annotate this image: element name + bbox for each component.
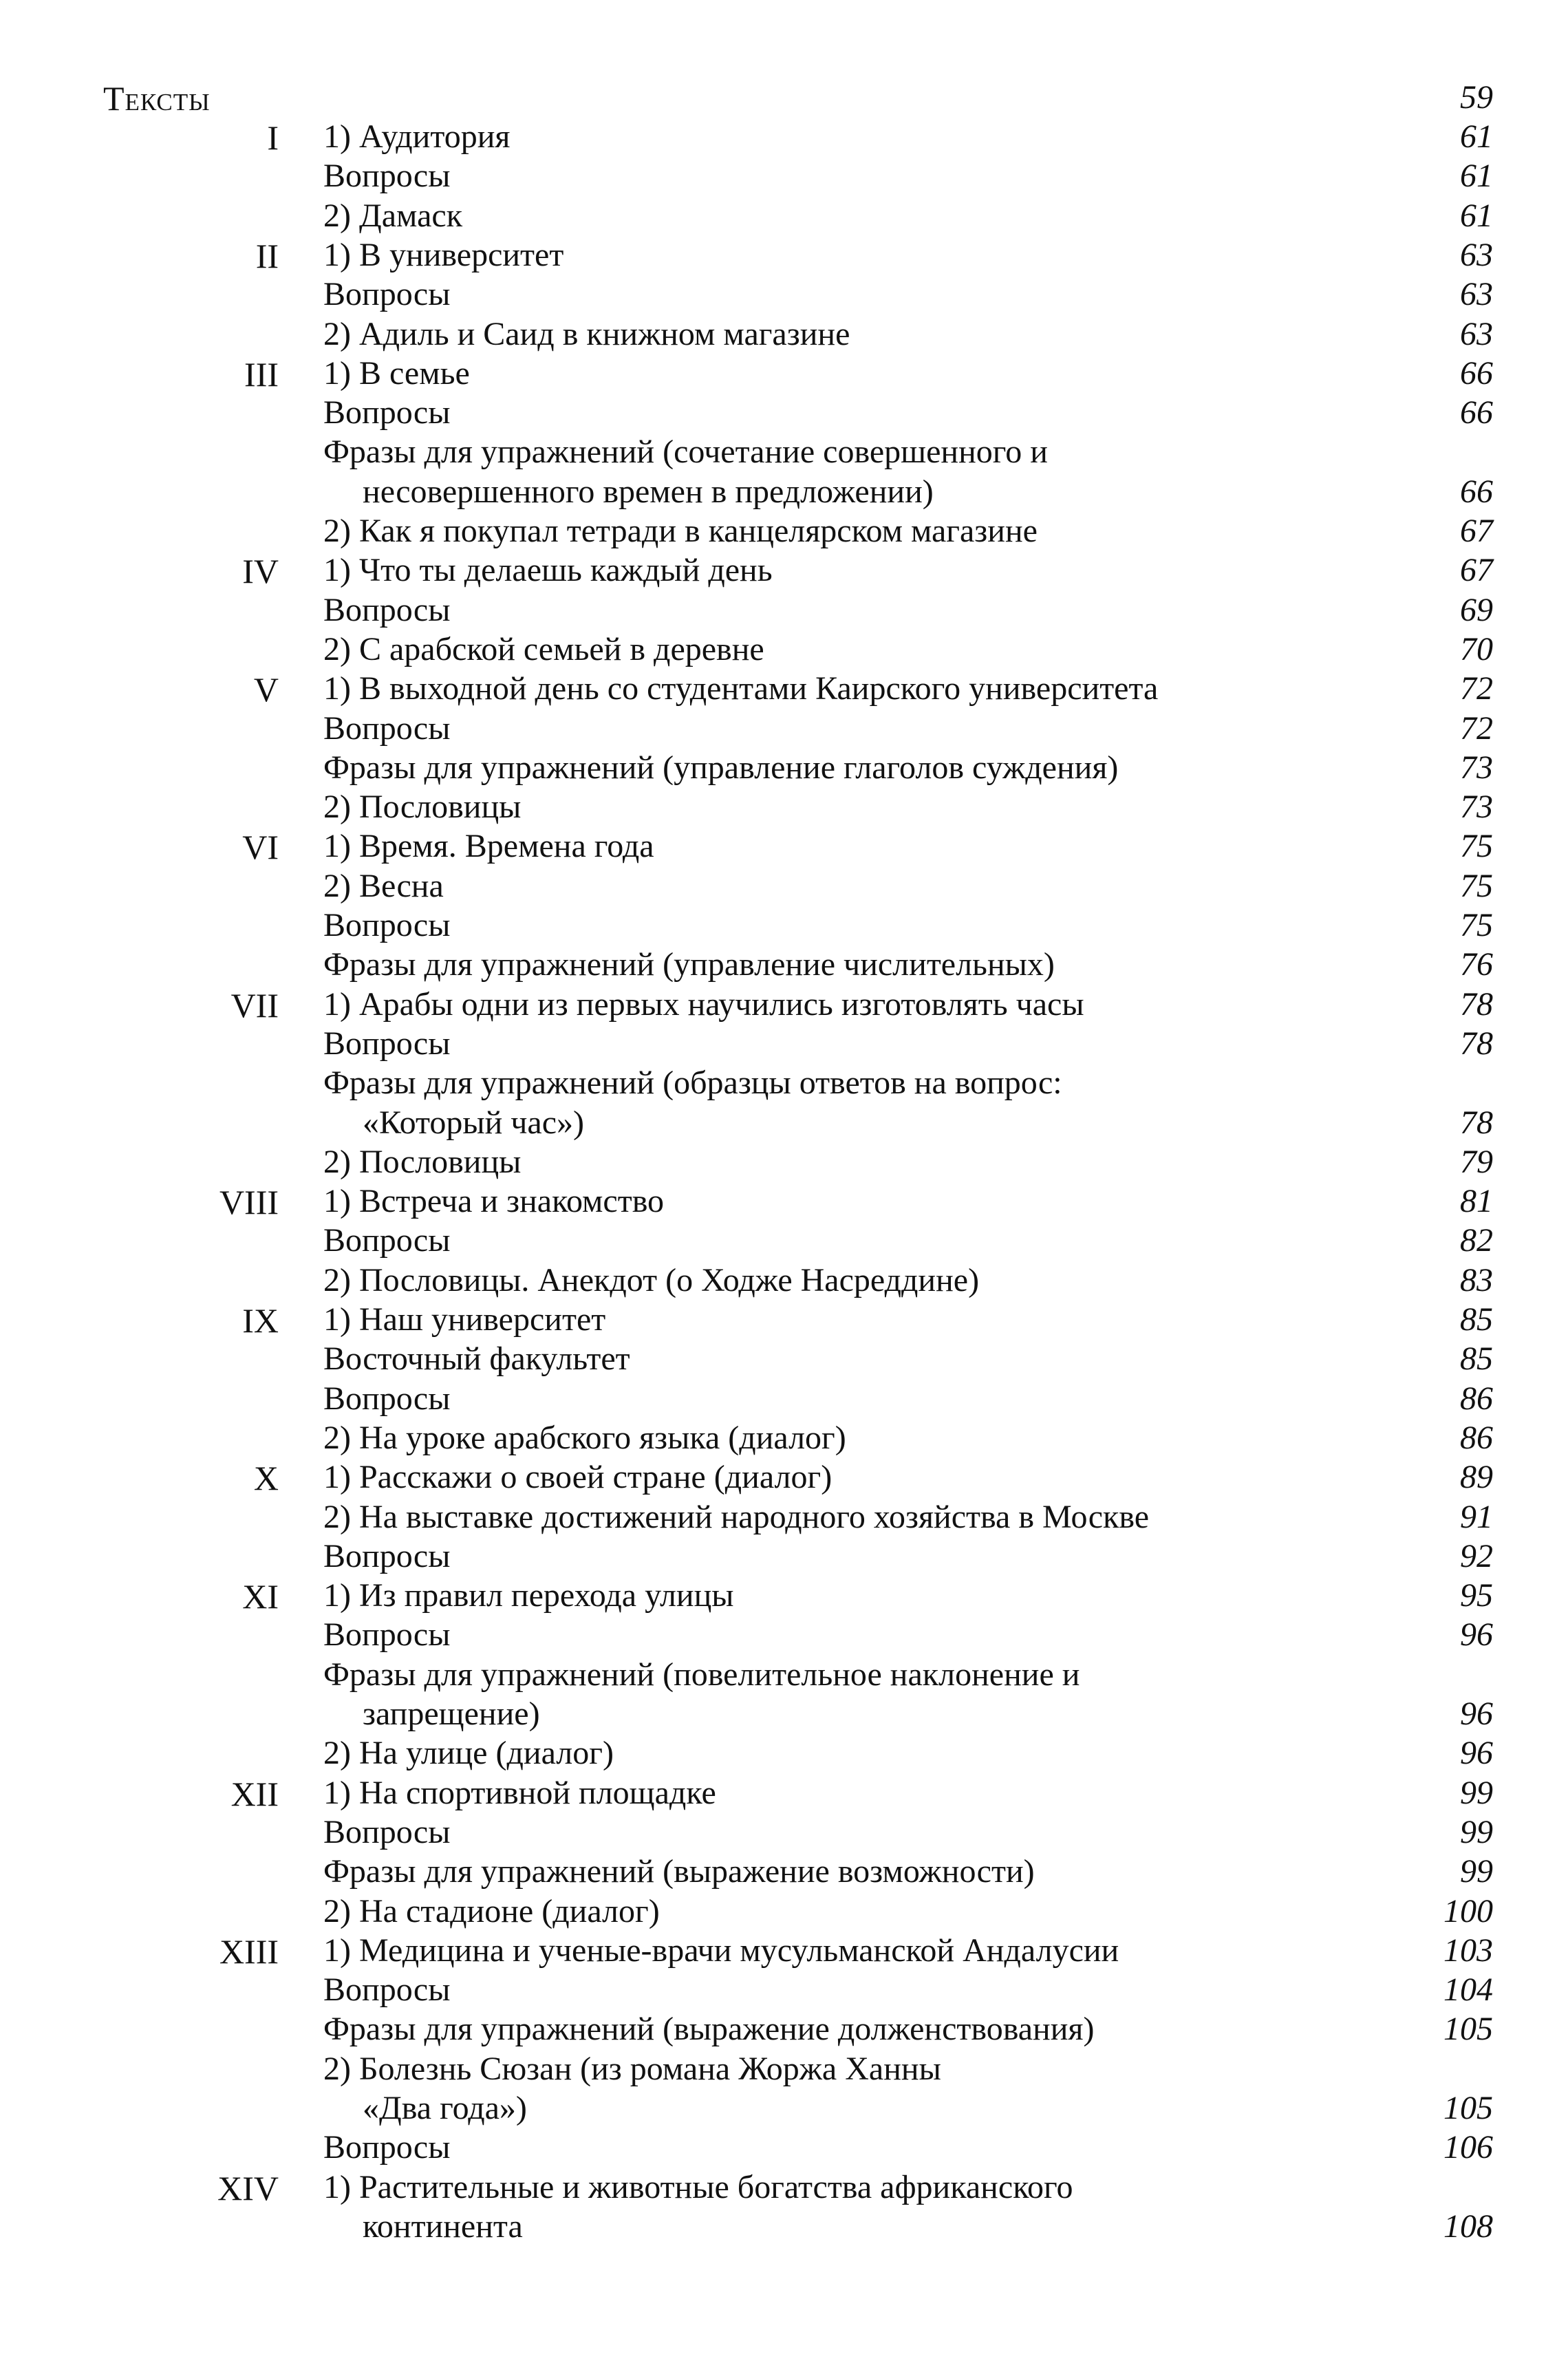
toc-entry-page: 69 (1460, 592, 1493, 628)
toc-entry-page: 70 (1460, 631, 1493, 667)
toc-entry-title: Вопросы (323, 907, 451, 943)
toc-entry-page: 63 (1460, 237, 1493, 273)
toc-entry-title: 2) Пословицы. Анекдот (о Ходже Насреддине) (323, 1262, 980, 1298)
toc-section-number: II (255, 237, 279, 275)
toc-section-number: IX (242, 1301, 279, 1340)
toc-entry-page: 78 (1460, 1104, 1493, 1141)
toc-entry-title: 2) Пословицы (323, 789, 522, 825)
toc-entry-title: Фразы для упражнений (образцы ответов на вопрос: (323, 1065, 1062, 1101)
toc-entry-page: 99 (1460, 1775, 1493, 1811)
toc-entry-page: 67 (1460, 552, 1493, 588)
toc-entry-page: 78 (1460, 1025, 1493, 1062)
toc-entry-title: Фразы для упражнений (сочетание совершенного и (323, 434, 1048, 470)
toc-entry-page: 91 (1460, 1499, 1493, 1535)
toc-entry-page: 106 (1443, 2129, 1493, 2166)
toc-entry-title: несовершенного времен в предложении) (363, 473, 934, 510)
toc-entry-page: 75 (1460, 868, 1493, 904)
toc-entry-page: 92 (1460, 1538, 1493, 1574)
toc-entry-title: Вопросы (323, 1814, 451, 1850)
toc-entry-title: Фразы для упражнений (выражение долженствования) (323, 2011, 1095, 2047)
toc-entry-page: 85 (1460, 1301, 1493, 1338)
toc-section-number: XII (230, 1775, 279, 1813)
toc-entry-page: 103 (1443, 1932, 1493, 1969)
toc-entry-title: Вопросы (323, 1025, 451, 1062)
toc-entry-page: 96 (1460, 1616, 1493, 1653)
toc-entry-title: 1) Растительные и животные богатства африканского (323, 2169, 1073, 2205)
toc-entry-page: 89 (1460, 1459, 1493, 1495)
toc-entry-page: 76 (1460, 946, 1493, 983)
toc-entry-title: «Два года») (363, 2090, 527, 2126)
toc-entry-page: 63 (1460, 276, 1493, 312)
toc-entry-title: Вопросы (323, 710, 451, 747)
toc-entry-page: 99 (1460, 1853, 1493, 1890)
toc-entry-title: 1) Медицина и ученые-врачи мусульманской Андалусии (323, 1932, 1119, 1969)
toc-entry-page: 108 (1443, 2208, 1493, 2245)
toc-entry-title: 2) Дамаск (323, 197, 463, 234)
toc-entry-title: 2) Болезнь Сюзан (из романа Жоржа Ханны (323, 2051, 941, 2087)
toc-entry-page: 73 (1460, 749, 1493, 786)
toc-entry-title: 2) Пословицы (323, 1144, 522, 1180)
toc-entry-page: 82 (1460, 1222, 1493, 1259)
toc-entry-title: Восточный факультет (323, 1340, 630, 1377)
toc-entry-page: 95 (1460, 1577, 1493, 1614)
toc-section-number: X (253, 1459, 279, 1497)
toc-entry-page: 99 (1460, 1814, 1493, 1850)
toc-entry-title: Вопросы (323, 1971, 451, 2008)
toc-section-number: XIV (217, 2169, 279, 2207)
toc-entry-title: 2) На стадионе (диалог) (323, 1893, 660, 1929)
toc-entry-page: 105 (1443, 2090, 1493, 2126)
toc-entry-title: 2) С арабской семьей в деревне (323, 631, 764, 667)
toc-entry-title: Фразы для упражнений (управление числительных) (323, 946, 1055, 983)
toc-entry-page: 96 (1460, 1735, 1493, 1771)
toc-entry-title: Вопросы (323, 2129, 451, 2166)
toc-entry-page: 61 (1460, 118, 1493, 155)
toc-entry-page: 67 (1460, 513, 1493, 549)
toc-entry-page: 105 (1443, 2011, 1493, 2047)
toc-entry-title: Вопросы (323, 276, 451, 312)
toc-entry-title: 2) На уроке арабского языка (диалог) (323, 1420, 846, 1456)
toc-entry-page: 72 (1460, 670, 1493, 707)
toc-entry-page: 86 (1460, 1420, 1493, 1456)
toc-entry-title: 2) На выставке достижений народного хозяйства в Москве (323, 1499, 1149, 1535)
toc-entry-page: 61 (1460, 197, 1493, 234)
toc-entry-page: 81 (1460, 1183, 1493, 1219)
toc-entry-title: Вопросы (323, 1380, 451, 1417)
toc-section-number: VIII (219, 1183, 279, 1221)
toc-entry-title: 1) На спортивной площадке (323, 1775, 716, 1811)
toc-entry-title: 1) Расскажи о своей стране (диалог) (323, 1459, 833, 1495)
toc-entry-title: 2) На улице (диалог) (323, 1735, 614, 1771)
toc-section-number: VI (242, 828, 279, 866)
toc-entry-page: 75 (1460, 907, 1493, 943)
toc-entry-page: 78 (1460, 986, 1493, 1023)
toc-entry-title: 1) Время. Времена года (323, 828, 654, 864)
toc-entry-page: 104 (1443, 1971, 1493, 2008)
toc-entry-title: Вопросы (323, 158, 451, 194)
toc-section-number: I (267, 118, 279, 157)
toc-entry-title: 1) Встреча и знакомство (323, 1183, 665, 1219)
toc-entry-title: «Который час») (363, 1104, 585, 1141)
toc-section-number: V (253, 670, 279, 709)
toc-entry-title: Вопросы (323, 592, 451, 628)
toc-entry-title: 1) В выходной день со студентами Каирского университета (323, 670, 1159, 707)
toc-section-number: XI (242, 1577, 279, 1616)
toc-entry-page: 75 (1460, 828, 1493, 864)
toc-entry-title: 1) Арабы одни из первых научились изготовлять часы (323, 986, 1084, 1023)
toc-entry-title: 2) Как я покупал тетради в канцелярском магазине (323, 513, 1038, 549)
toc-entry-page: 100 (1443, 1893, 1493, 1929)
toc-entry-page: 61 (1460, 158, 1493, 194)
toc-entry-title: 1) В университет (323, 237, 564, 273)
toc-section-number: VII (230, 986, 279, 1025)
toc-entry-page: 66 (1460, 473, 1493, 510)
toc-section-number: IV (242, 552, 279, 590)
toc-entry-page: 83 (1460, 1262, 1493, 1298)
toc-entry-title: Фразы для упражнений (управление глаголов суждения) (323, 749, 1119, 786)
toc-entry-title: запрещение) (363, 1696, 540, 1732)
toc-entry-title: Вопросы (323, 1538, 451, 1574)
toc-heading-page: 59 (1460, 79, 1493, 116)
toc-section-number: XIII (219, 1932, 279, 1971)
toc-entry-page: 73 (1460, 789, 1493, 825)
toc-entry-page: 72 (1460, 710, 1493, 747)
toc-entry-page: 79 (1460, 1144, 1493, 1180)
toc-entry-title: 1) Аудитория (323, 118, 511, 155)
toc-entry-title: 2) Адиль и Саид в книжном магазине (323, 316, 850, 352)
toc-entry-title: Фразы для упражнений (выражение возможности) (323, 1853, 1035, 1890)
toc-entry-title: 1) Что ты делаешь каждый день (323, 552, 773, 588)
toc-entry-page: 96 (1460, 1696, 1493, 1732)
toc-entry-page: 63 (1460, 316, 1493, 352)
toc-section-number: III (244, 355, 279, 394)
toc-entry-title: 1) В семье (323, 355, 470, 392)
toc-entry-title: 1) Из правил перехода улицы (323, 1577, 734, 1614)
toc-entry-title: Вопросы (323, 394, 451, 431)
toc-entry-page: 85 (1460, 1340, 1493, 1377)
toc-entry-title: Фразы для упражнений (повелительное наклонение и (323, 1656, 1080, 1693)
toc-entry-title: 1) Наш университет (323, 1301, 606, 1338)
toc-entry-title: континента (363, 2208, 523, 2245)
toc-entry-title: 2) Весна (323, 868, 444, 904)
toc-entry-title: Вопросы (323, 1222, 451, 1259)
toc-entry-page: 66 (1460, 355, 1493, 392)
toc-entry-page: 86 (1460, 1380, 1493, 1417)
toc-heading: Тексты (103, 79, 211, 118)
toc-entry-page: 66 (1460, 394, 1493, 431)
toc-entry-title: Вопросы (323, 1616, 451, 1653)
